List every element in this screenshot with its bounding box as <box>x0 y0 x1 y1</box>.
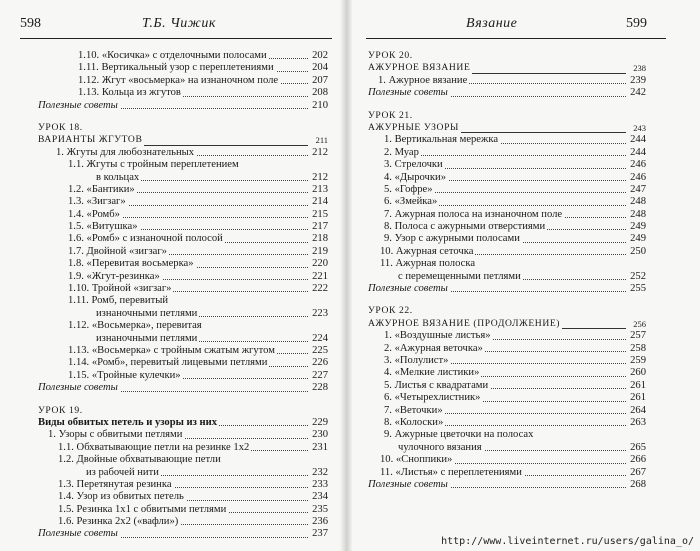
toc-entry-title: 8. Полоса с ажурными отверстиями <box>384 221 546 233</box>
toc-entry <box>38 147 328 159</box>
right-page-number: 599 <box>626 16 647 31</box>
toc-entry <box>368 134 646 146</box>
toc-entry-title: Полезные советы <box>38 99 118 111</box>
toc-entry-title: 3. Стрелочки <box>384 159 443 171</box>
right-toc <box>368 50 646 491</box>
toc-entry-title: 7. «Веточки» <box>384 404 443 416</box>
toc-entry-page: 255 <box>630 283 646 295</box>
toc-entry-page: 211 <box>315 135 328 146</box>
toc-entry-page: 212 <box>312 146 328 158</box>
toc-entry-title: 1.12. Жгут «восьмерка» на изнаночном поле <box>78 74 279 86</box>
toc-entry <box>368 172 646 184</box>
toc-entry-title: 10. Ажурная сеточка <box>380 245 474 257</box>
toc-entry-title: 1. Жгуты для любознательных <box>56 146 195 158</box>
toc-entry <box>38 467 328 479</box>
toc-entry-page: 239 <box>630 74 646 86</box>
toc-entry <box>38 159 328 171</box>
toc-entry <box>38 122 328 134</box>
toc-entry-page: 224 <box>312 332 328 344</box>
toc-entry <box>368 405 646 417</box>
toc-entry-title: Полезные советы <box>38 528 118 540</box>
toc-entry-title: 1.2. Двойные обхватывающие петли <box>58 454 221 466</box>
toc-entry <box>38 370 328 382</box>
toc-entry <box>368 318 646 330</box>
toc-entry-page: 238 <box>633 63 646 74</box>
toc-entry-page: 246 <box>630 171 646 183</box>
toc-entry <box>368 442 646 454</box>
toc-entry-page: 219 <box>312 245 328 257</box>
toc-entry-title: Полезные советы <box>368 478 448 490</box>
toc-entry <box>368 209 646 221</box>
toc-entry-title: УРОК 18. <box>38 121 83 133</box>
toc-entry-title: 1.6. Резинка 2х2 («вафли») <box>58 516 179 528</box>
toc-entry-page: 246 <box>630 159 646 171</box>
toc-entry <box>38 100 328 112</box>
toc-entry-page: 218 <box>312 233 328 245</box>
toc-entry-title: из рабочей нити <box>86 466 159 478</box>
toc-entry-page: 207 <box>312 74 328 86</box>
toc-entry-page: 256 <box>633 318 646 329</box>
toc-entry-title: 1.4. Узор из обвитых петель <box>58 491 184 503</box>
toc-entry-title: 1. Узоры с обвитыми петлями <box>48 429 183 441</box>
toc-entry <box>38 50 328 62</box>
toc-entry-title: 1.6. «Ромб» с изнаночной полосой <box>68 233 223 245</box>
toc-entry <box>38 382 328 394</box>
toc-entry <box>368 343 646 355</box>
toc-entry-page: 202 <box>312 50 328 61</box>
toc-entry-page: 229 <box>312 416 328 428</box>
toc-entry-page: 244 <box>630 146 646 158</box>
toc-entry <box>38 196 328 208</box>
toc-entry <box>38 454 328 466</box>
toc-entry <box>368 417 646 429</box>
toc-entry <box>368 467 646 479</box>
toc-entry-page: 249 <box>630 233 646 245</box>
toc-entry <box>368 221 646 233</box>
toc-entry-title: Полезные советы <box>368 283 448 295</box>
toc-entry-page: 231 <box>312 441 328 453</box>
toc-entry <box>368 110 646 122</box>
toc-entry-title: Полезные советы <box>368 87 448 99</box>
toc-entry-page: 236 <box>312 516 328 528</box>
toc-entry-title: 6. «Змейка» <box>384 196 438 208</box>
toc-entry-title: 1. «Воздушные листья» <box>384 330 491 342</box>
toc-entry <box>38 308 328 320</box>
toc-entry-title: в кольцах <box>96 171 140 183</box>
toc-entry-page: 248 <box>630 208 646 220</box>
left-header-rule <box>20 38 332 39</box>
toc-entry-title: 1.7. Двойной «зигзаг» <box>68 245 167 257</box>
toc-entry-title: 3. «Полулист» <box>384 354 449 366</box>
toc-entry <box>38 504 328 516</box>
toc-entry-title: 1.10. Тройной «зигзаг» <box>68 283 172 295</box>
toc-entry-title: 1. Ажурное вязание <box>378 74 468 86</box>
toc-entry <box>368 454 646 466</box>
toc-entry <box>38 75 328 87</box>
toc-entry-title: 7. Ажурная полоса на изнаночном поле <box>384 208 563 220</box>
toc-entry-page: 257 <box>630 330 646 342</box>
toc-entry-title: АЖУРНОЕ ВЯЗАНИЕ (ПРОДОЛЖЕНИЕ) <box>368 317 561 329</box>
toc-entry-title: УРОК 22. <box>368 305 413 317</box>
toc-entry <box>38 491 328 503</box>
toc-entry-title: 9. Узор с ажурными полосами <box>384 233 520 245</box>
toc-entry <box>38 479 328 491</box>
toc-entry-title: 10. «Сноппики» <box>380 454 453 466</box>
toc-entry-page: 214 <box>312 196 328 208</box>
toc-entry-page: 248 <box>630 196 646 208</box>
toc-entry <box>368 233 646 245</box>
toc-entry <box>368 62 646 74</box>
toc-entry <box>368 147 646 159</box>
toc-entry-title: 4. «Дырочки» <box>384 171 446 183</box>
toc-entry-title: 1.9. «Жгут-резинка» <box>68 270 160 282</box>
toc-entry-page: 237 <box>312 528 328 540</box>
toc-entry-title: 1.1. Обхватывающие петли на резинке 1х2 <box>58 441 250 453</box>
toc-entry <box>38 184 328 196</box>
toc-entry-page: 234 <box>312 491 328 503</box>
toc-entry-title: 1.14. «Ромб», перевитый лицевыми петлями <box>68 357 268 369</box>
toc-entry-page: 243 <box>633 122 646 133</box>
toc-entry-page: 233 <box>312 478 328 490</box>
toc-entry-page: 266 <box>630 454 646 466</box>
toc-entry-page: 223 <box>312 307 328 319</box>
toc-entry <box>38 233 328 245</box>
toc-entry-title: 1.5. Резинка 1х1 с обвитыми петлями <box>58 503 227 515</box>
toc-entry-title: 1.13. «Восьмерка» с тройным сжатым жгутом <box>68 344 275 356</box>
left-page-number: 598 <box>20 16 41 31</box>
toc-entry-title: 5. Листья с квадратами <box>384 379 489 391</box>
toc-entry-page: 213 <box>312 183 328 195</box>
toc-entry <box>38 87 328 99</box>
toc-spacer <box>38 112 328 122</box>
toc-entry <box>38 62 328 74</box>
toc-entry-page: 268 <box>630 478 646 490</box>
toc-entry-page: 261 <box>630 379 646 391</box>
toc-entry-title: 1.3. «Зигзаг» <box>68 196 126 208</box>
toc-entry <box>38 320 328 332</box>
toc-entry <box>38 258 328 270</box>
toc-entry-title: АЖУРНОЕ ВЯЗАНИЕ <box>368 62 471 74</box>
watermark-url: http://www.liveinternet.ru/users/galina_o/ <box>441 536 694 547</box>
toc-entry-page: 267 <box>630 466 646 478</box>
toc-entry-title: УРОК 19. <box>38 404 83 416</box>
toc-spacer <box>368 100 646 110</box>
toc-entry <box>38 134 328 146</box>
toc-entry <box>38 528 328 540</box>
toc-entry <box>368 75 646 87</box>
left-page <box>0 0 342 551</box>
toc-entry <box>368 184 646 196</box>
toc-entry <box>368 330 646 342</box>
left-toc <box>38 50 328 541</box>
toc-entry-page: 215 <box>312 208 328 220</box>
toc-entry <box>38 271 328 283</box>
toc-entry-title: 9. Ажурные цветочки на полосах <box>384 429 534 441</box>
toc-entry-title: 1.11. Ромб, перевитый <box>68 295 169 307</box>
toc-entry <box>38 405 328 417</box>
toc-entry-page: 225 <box>312 344 328 356</box>
toc-entry <box>368 122 646 134</box>
toc-entry-title: 2. «Ажурная веточка» <box>384 342 483 354</box>
toc-entry <box>368 392 646 404</box>
toc-entry-page: 222 <box>312 283 328 295</box>
toc-entry-title: 1.5. «Витушка» <box>68 221 138 233</box>
right-page-running-title: Вязание <box>466 16 518 31</box>
toc-entry-page: 260 <box>630 367 646 379</box>
toc-entry-page: 252 <box>630 270 646 282</box>
toc-entry-title: 8. «Колоски» <box>384 416 444 428</box>
toc-entry <box>38 295 328 307</box>
toc-entry-title: 2. Муар <box>384 146 419 158</box>
toc-entry <box>368 258 646 270</box>
toc-entry-page: 263 <box>630 416 646 428</box>
toc-entry-page: 230 <box>312 429 328 441</box>
toc-entry <box>38 345 328 357</box>
toc-entry-page: 258 <box>630 342 646 354</box>
toc-entry-page: 249 <box>630 221 646 233</box>
right-header-rule <box>366 38 666 39</box>
toc-spacer <box>368 295 646 305</box>
toc-entry-page: 210 <box>312 99 328 111</box>
toc-entry-title: с перемещенными петлями <box>398 270 521 282</box>
right-page <box>350 0 700 551</box>
toc-entry-title: УРОК 20. <box>368 50 413 61</box>
toc-entry <box>368 196 646 208</box>
toc-entry-page: 204 <box>312 62 328 74</box>
toc-entry <box>38 516 328 528</box>
toc-entry-title: 1.12. «Восьмерка», перевитая <box>68 320 202 332</box>
left-page-header <box>0 16 342 34</box>
toc-entry <box>38 221 328 233</box>
toc-entry-title: 1.15. «Тройные кулечки» <box>68 369 181 381</box>
toc-entry-page: 250 <box>630 245 646 257</box>
toc-entry-title: 1.2. «Бантики» <box>68 183 135 195</box>
toc-entry-title: 1.3. Перетянутая резинка <box>58 478 172 490</box>
toc-entry <box>38 357 328 369</box>
toc-entry-title: 1.11. Вертикальный узор с переплетениями <box>78 62 274 74</box>
toc-entry <box>38 209 328 221</box>
toc-entry-page: 212 <box>312 171 328 183</box>
toc-entry-page: 259 <box>630 354 646 366</box>
toc-entry <box>368 305 646 317</box>
toc-entry-page: 235 <box>312 503 328 515</box>
toc-entry <box>368 50 646 62</box>
toc-entry <box>368 429 646 441</box>
toc-spacer <box>38 395 328 405</box>
toc-entry-title: ВАРИАНТЫ ЖГУТОВ <box>38 134 143 146</box>
toc-entry <box>38 417 328 429</box>
toc-entry-title: 1.4. «Ромб» <box>68 208 120 220</box>
toc-entry-title: 1.10. «Косичка» с отделочными полосами <box>78 50 267 61</box>
toc-entry <box>368 271 646 283</box>
toc-entry <box>368 159 646 171</box>
toc-entry-title: 11. Ажурная полоска <box>380 258 476 270</box>
toc-entry-title: Полезные советы <box>38 382 118 394</box>
toc-entry-page: 220 <box>312 258 328 270</box>
toc-entry-page: 264 <box>630 404 646 416</box>
toc-entry-page: 228 <box>312 382 328 394</box>
toc-entry-page: 226 <box>312 357 328 369</box>
right-page-header <box>350 16 700 34</box>
toc-entry <box>38 172 328 184</box>
toc-entry-page: 232 <box>312 466 328 478</box>
toc-entry-page: 261 <box>630 392 646 404</box>
toc-entry-page: 265 <box>630 441 646 453</box>
toc-entry <box>368 367 646 379</box>
toc-entry-title: 1.13. Кольца из жгутов <box>78 87 181 99</box>
toc-entry-title: 6. «Четырехлистник» <box>384 392 481 404</box>
toc-entry <box>368 283 646 295</box>
toc-entry <box>368 87 646 99</box>
toc-entry-title: 1. Вертикальная мережка <box>384 134 499 146</box>
toc-entry <box>38 442 328 454</box>
toc-entry-page: 217 <box>312 221 328 233</box>
toc-entry <box>38 246 328 258</box>
toc-entry-title: 1.8. «Перевитая восьмерка» <box>68 258 194 270</box>
toc-entry <box>38 283 328 295</box>
toc-entry <box>368 246 646 258</box>
toc-entry-title: чулочного вязания <box>398 441 482 453</box>
toc-entry <box>368 355 646 367</box>
toc-entry <box>38 333 328 345</box>
toc-entry-title: 1.1. Жгуты с тройным переплетением <box>68 159 239 171</box>
toc-entry <box>368 479 646 491</box>
left-page-running-title: Т.Б. Чижик <box>142 16 216 31</box>
toc-entry-title: 5. «Гофре» <box>384 183 433 195</box>
toc-entry <box>38 429 328 441</box>
toc-entry-page: 221 <box>312 270 328 282</box>
toc-entry-page: 244 <box>630 134 646 146</box>
toc-entry-page: 242 <box>630 87 646 99</box>
toc-entry-title: 4. «Мелкие листики» <box>384 367 480 379</box>
toc-entry-title: Виды обвитых петель и узоры из них <box>38 416 218 428</box>
toc-entry-page: 227 <box>312 369 328 381</box>
toc-entry-page: 247 <box>630 183 646 195</box>
toc-entry-title: изнаночными петлями <box>96 332 198 344</box>
toc-entry-title: АЖУРНЫЕ УЗОРЫ <box>368 121 459 133</box>
toc-entry <box>368 380 646 392</box>
toc-entry-title: изнаночными петлями <box>96 307 198 319</box>
toc-entry-page: 208 <box>312 87 328 99</box>
toc-entry-title: 11. «Листья» с переплетениями <box>380 466 522 478</box>
toc-entry-title: УРОК 21. <box>368 109 413 121</box>
